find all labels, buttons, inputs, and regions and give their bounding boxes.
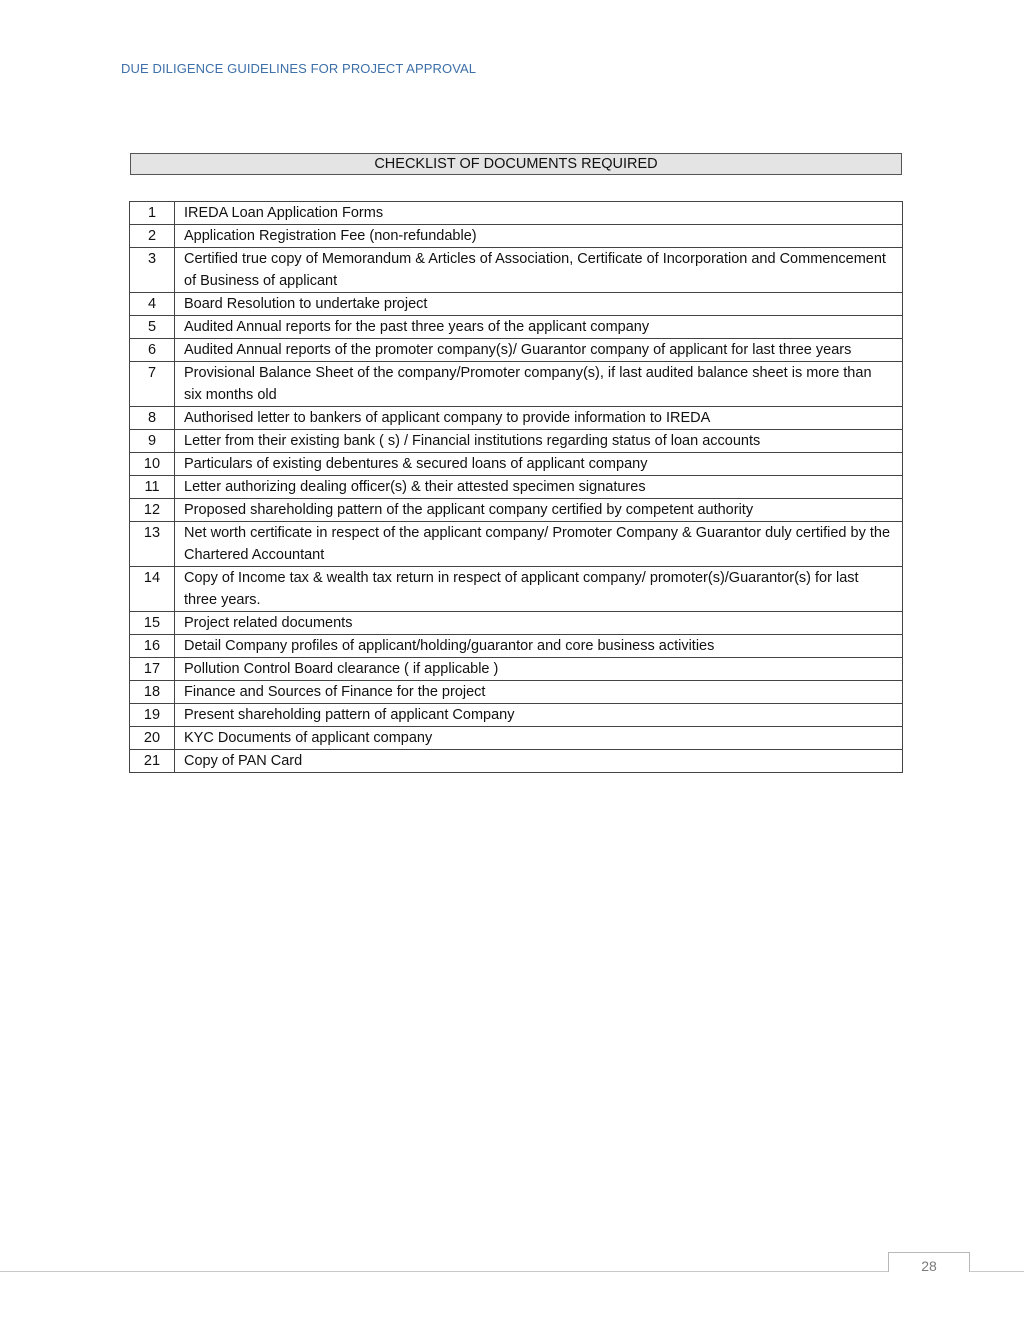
table-row — [130, 681, 903, 704]
item-description: Application Registration Fee (non-refundable) — [175, 225, 903, 248]
table-row — [130, 522, 903, 567]
table-row — [130, 750, 903, 773]
item-number: 19 — [130, 704, 175, 727]
item-number: 6 — [130, 339, 175, 362]
table-row — [130, 202, 903, 225]
table-row — [130, 316, 903, 339]
item-number: 8 — [130, 407, 175, 430]
item-description: Audited Annual reports of the promoter company(s)/ Guarantor company of applicant for last three years — [175, 339, 903, 362]
item-number: 1 — [130, 202, 175, 225]
item-number: 20 — [130, 727, 175, 750]
table-row — [130, 704, 903, 727]
item-description: Letter from their existing bank ( s) / Financial institutions regarding status of loan accounts — [175, 430, 903, 453]
table-row — [130, 362, 903, 407]
item-description: Present shareholding pattern of applicant Company — [175, 704, 903, 727]
item-number: 17 — [130, 658, 175, 681]
item-number: 9 — [130, 430, 175, 453]
table-row — [130, 499, 903, 522]
item-description: Audited Annual reports for the past three years of the applicant company — [175, 316, 903, 339]
item-number: 16 — [130, 635, 175, 658]
item-number: 12 — [130, 499, 175, 522]
item-description: IREDA Loan Application Forms — [175, 202, 903, 225]
item-description: KYC Documents of applicant company — [175, 727, 903, 750]
table-row — [130, 476, 903, 499]
item-description: Project related documents — [175, 612, 903, 635]
item-number: 13 — [130, 522, 175, 567]
item-description: Certified true copy of Memorandum & Articles of Association, Certificate of Incorporation and Commencement of Business of applicant — [175, 248, 903, 293]
item-description: Particulars of existing debentures & secured loans of applicant company — [175, 453, 903, 476]
item-number: 18 — [130, 681, 175, 704]
item-number: 15 — [130, 612, 175, 635]
item-description: Copy of Income tax & wealth tax return in respect of applicant company/ promoter(s)/Guarantor(s) for last three years. — [175, 567, 903, 612]
table-row — [130, 407, 903, 430]
item-description: Pollution Control Board clearance ( if applicable ) — [175, 658, 903, 681]
item-description: Board Resolution to undertake project — [175, 293, 903, 316]
table-row — [130, 658, 903, 681]
item-description: Net worth certificate in respect of the applicant company/ Promoter Company & Guarantor duly certified by the Chartered Accountant — [175, 522, 903, 567]
item-description: Provisional Balance Sheet of the company/Promoter company(s), if last audited balance sheet is more than six months old — [175, 362, 903, 407]
page-number: 28 — [888, 1252, 970, 1272]
table-row — [130, 453, 903, 476]
item-description: Copy of PAN Card — [175, 750, 903, 773]
table-row — [130, 567, 903, 612]
item-description: Letter authorizing dealing officer(s) & their attested specimen signatures — [175, 476, 903, 499]
checklist-title: CHECKLIST OF DOCUMENTS REQUIRED — [130, 153, 902, 175]
item-number: 5 — [130, 316, 175, 339]
item-description: Proposed shareholding pattern of the applicant company certified by competent authority — [175, 499, 903, 522]
documents-table — [129, 201, 903, 773]
table-row — [130, 293, 903, 316]
table-row — [130, 430, 903, 453]
table-row — [130, 225, 903, 248]
item-number: 11 — [130, 476, 175, 499]
table-row — [130, 635, 903, 658]
item-number: 21 — [130, 750, 175, 773]
table-row — [130, 727, 903, 750]
item-number: 14 — [130, 567, 175, 612]
item-number: 3 — [130, 248, 175, 293]
item-description: Detail Company profiles of applicant/holding/guarantor and core business activities — [175, 635, 903, 658]
table-row — [130, 248, 903, 293]
footer-rule — [0, 1271, 1024, 1272]
item-number: 7 — [130, 362, 175, 407]
item-description: Finance and Sources of Finance for the project — [175, 681, 903, 704]
running-header: DUE DILIGENCE GUIDELINES FOR PROJECT APPROVAL — [121, 61, 477, 76]
item-number: 10 — [130, 453, 175, 476]
item-number: 4 — [130, 293, 175, 316]
item-description: Authorised letter to bankers of applicant company to provide information to IREDA — [175, 407, 903, 430]
table-row — [130, 339, 903, 362]
item-number: 2 — [130, 225, 175, 248]
table-row — [130, 612, 903, 635]
